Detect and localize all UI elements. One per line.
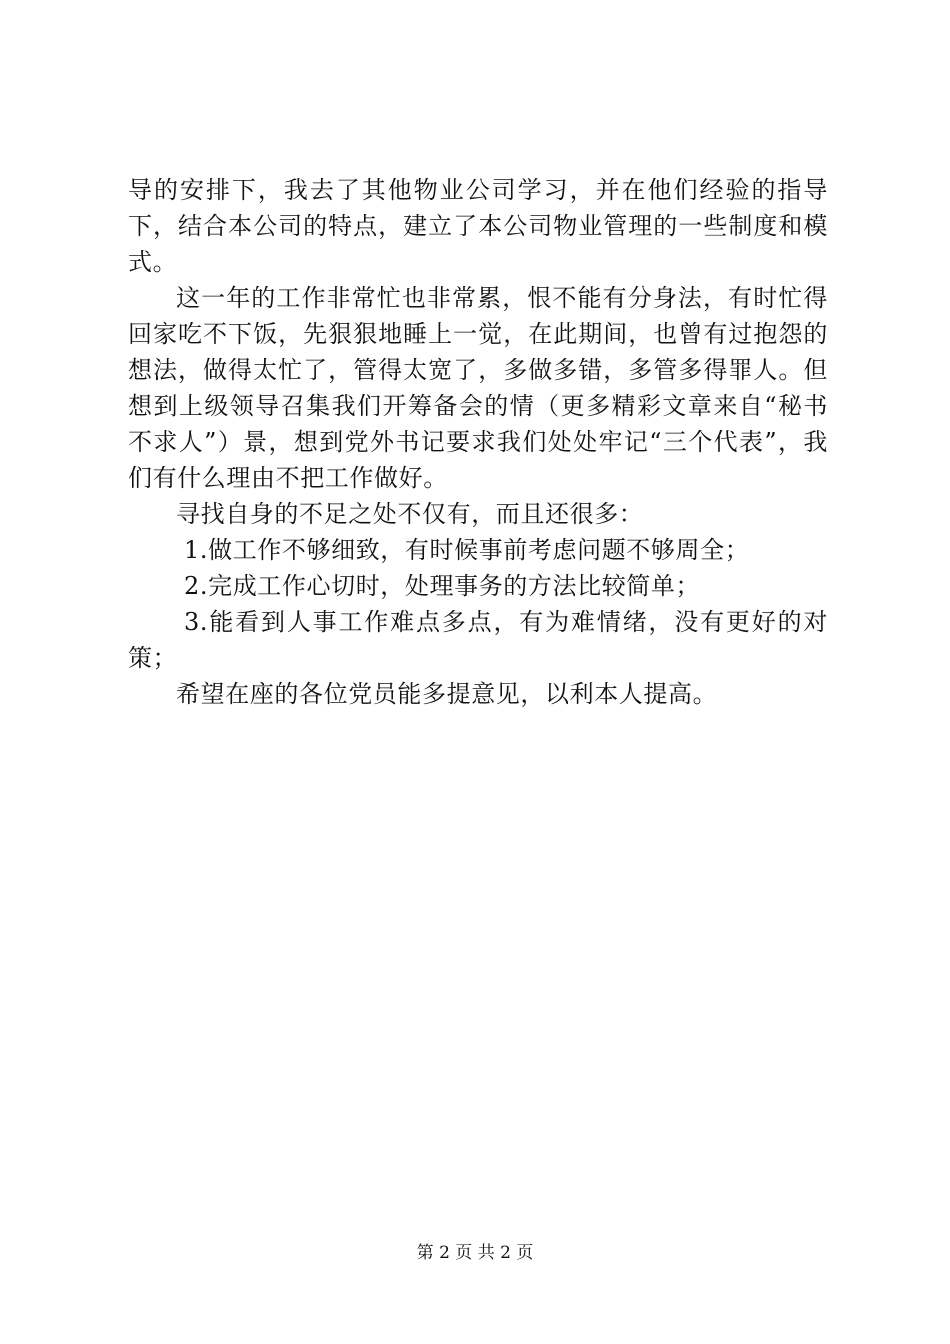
shortcoming-item-3: 3.能看到人事工作难点多点，有为难情绪，没有更好的对策；	[128, 608, 828, 672]
paragraph-closing: 希望在座的各位党员能多提意见，以利本人提高。	[176, 680, 718, 708]
shortcoming-item-2: 2.完成工作心切时，处理事务的方法比较简单；	[184, 572, 701, 600]
paragraph-continuation: 导的安排下，我去了其他物业公司学习，并在他们经验的指导下，结合本公司的特点，建立了本公司物业管理的一些制度和模式。	[128, 176, 828, 276]
document-body	[128, 172, 828, 712]
paragraph-shortcomings-intro: 寻找自身的不足之处不仅有，而且还很多：	[176, 500, 644, 528]
paragraph-work-reflection: 这一年的工作非常忙也非常累，恨不能有分身法，有时忙得回家吃不下饭，先狠狠地睡上一觉，在此期间，也曾有过抱怨的想法，做得太忙了，管得太宽了，多做多错，多管多得罪人。但想到上级领导召集我们开筹备会的情（更多精彩文章来自“秘书不求人”）景，想到党外书记要求我们处处牢记“三个代表”，我们有什么理由不把工作做好。	[128, 284, 828, 492]
page-footer	[0, 1241, 950, 1265]
page-number-label: 第 2 页 共 2 页	[416, 1243, 534, 1263]
shortcoming-item-1: 1.做工作不够细致，有时候事前考虑问题不够周全；	[184, 536, 750, 564]
